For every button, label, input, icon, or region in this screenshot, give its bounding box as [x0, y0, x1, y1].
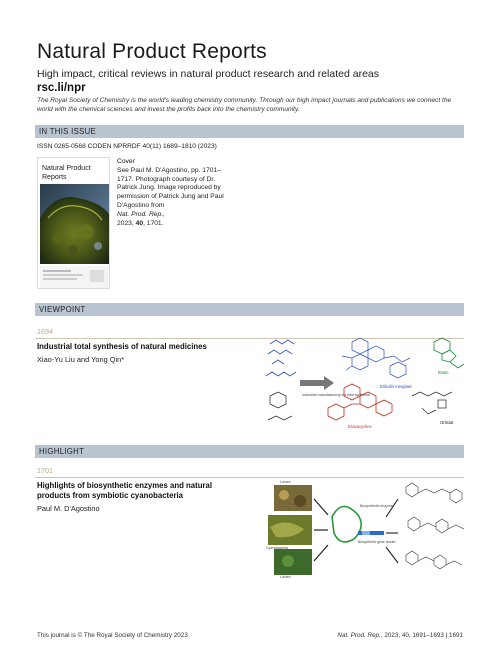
highlight-article-title[interactable]: Highlights of biosynthetic enzymes and natural products from symbiotic cyanobacteria — [37, 481, 213, 500]
arrow-label: Industrial manufacturing via total synthesis — [302, 393, 370, 397]
footer-pages: , 2023, 40, 1691–1693 | 1691 — [380, 632, 463, 639]
cover-reference — [117, 211, 237, 229]
cover-journal-line1: Natural Product — [42, 165, 91, 172]
footer-citation — [337, 632, 463, 639]
journal-subtitle: High impact, critical reviews in natural product research and related areas — [37, 68, 379, 80]
enzyme-label: Biosynthetic enzyme — [360, 504, 393, 508]
in-this-issue-bar: IN THIS ISSUE — [35, 125, 464, 138]
issn-line: ISSN 0265-0568 CODEN NPRRDF 40(11) 1689–1810 (2023) — [37, 143, 217, 150]
rsc-blurb: The Royal Society of Chemistry is the world's leading chemistry community. Through our high impact journals and publications we connect the world with the chemical sciences and invest the profits back into the chemistry community. — [37, 97, 452, 113]
cover-image[interactable] — [37, 157, 110, 289]
top-image-label: Lichen — [280, 480, 291, 484]
cover-journal-line2: Reports — [42, 174, 67, 181]
highlight-page-number[interactable]: 1701 — [37, 466, 53, 475]
viewpoint-bar: VIEWPOINT — [35, 303, 464, 316]
cover-ref-volume: 40 — [135, 219, 144, 227]
orlistat-label: Orlistat — [440, 420, 454, 425]
cover-heading: Cover — [117, 158, 135, 165]
highlight-authors: Paul M. D'Agostino — [37, 504, 100, 513]
cover-ref-journal: Nat. Prod. Rep., — [117, 210, 165, 218]
cover-ref-page: , 1701. — [143, 219, 164, 227]
journal-title: Natural Product Reports — [37, 40, 267, 63]
cluster-label: Biosynthetic gene cluster — [358, 540, 396, 544]
eribulin-label: Eribulin mesylate — [380, 384, 412, 389]
highlight-bar: HIGHLIGHT — [35, 445, 464, 458]
journal-url-link[interactable]: rsc.li/npr — [37, 82, 86, 94]
footer-journal: Nat. Prod. Rep. — [337, 632, 381, 639]
viewpoint-article-title[interactable]: Industrial total synthesis of natural medicines — [37, 342, 207, 351]
biotin-label: Biotin — [438, 370, 449, 375]
footer-copyright: This journal is © The Royal Society of Chemistry 2023 — [37, 632, 188, 639]
mid-image-label: Cyanobacteria — [266, 546, 288, 550]
bottom-image-label: Lichen — [280, 575, 291, 579]
cover-description — [117, 158, 237, 228]
cover-text: See Paul M. D'Agostino, pp. 1701–1717. Photograph courtesy of Dr. Patrick Jung. Image reproduced by permission of Patrick Jung and Paul D'Agostino from — [117, 166, 224, 209]
eravacycline-label: Eravacycline — [348, 424, 372, 429]
highlight-graphic — [266, 477, 470, 579]
cover-ref-year: 2023, — [117, 219, 134, 227]
viewpoint-page-number[interactable]: 1694 — [37, 327, 53, 336]
viewpoint-authors: Xiao-Yu Liu and Yong Qin* — [37, 355, 125, 364]
viewpoint-graphic — [262, 334, 468, 432]
